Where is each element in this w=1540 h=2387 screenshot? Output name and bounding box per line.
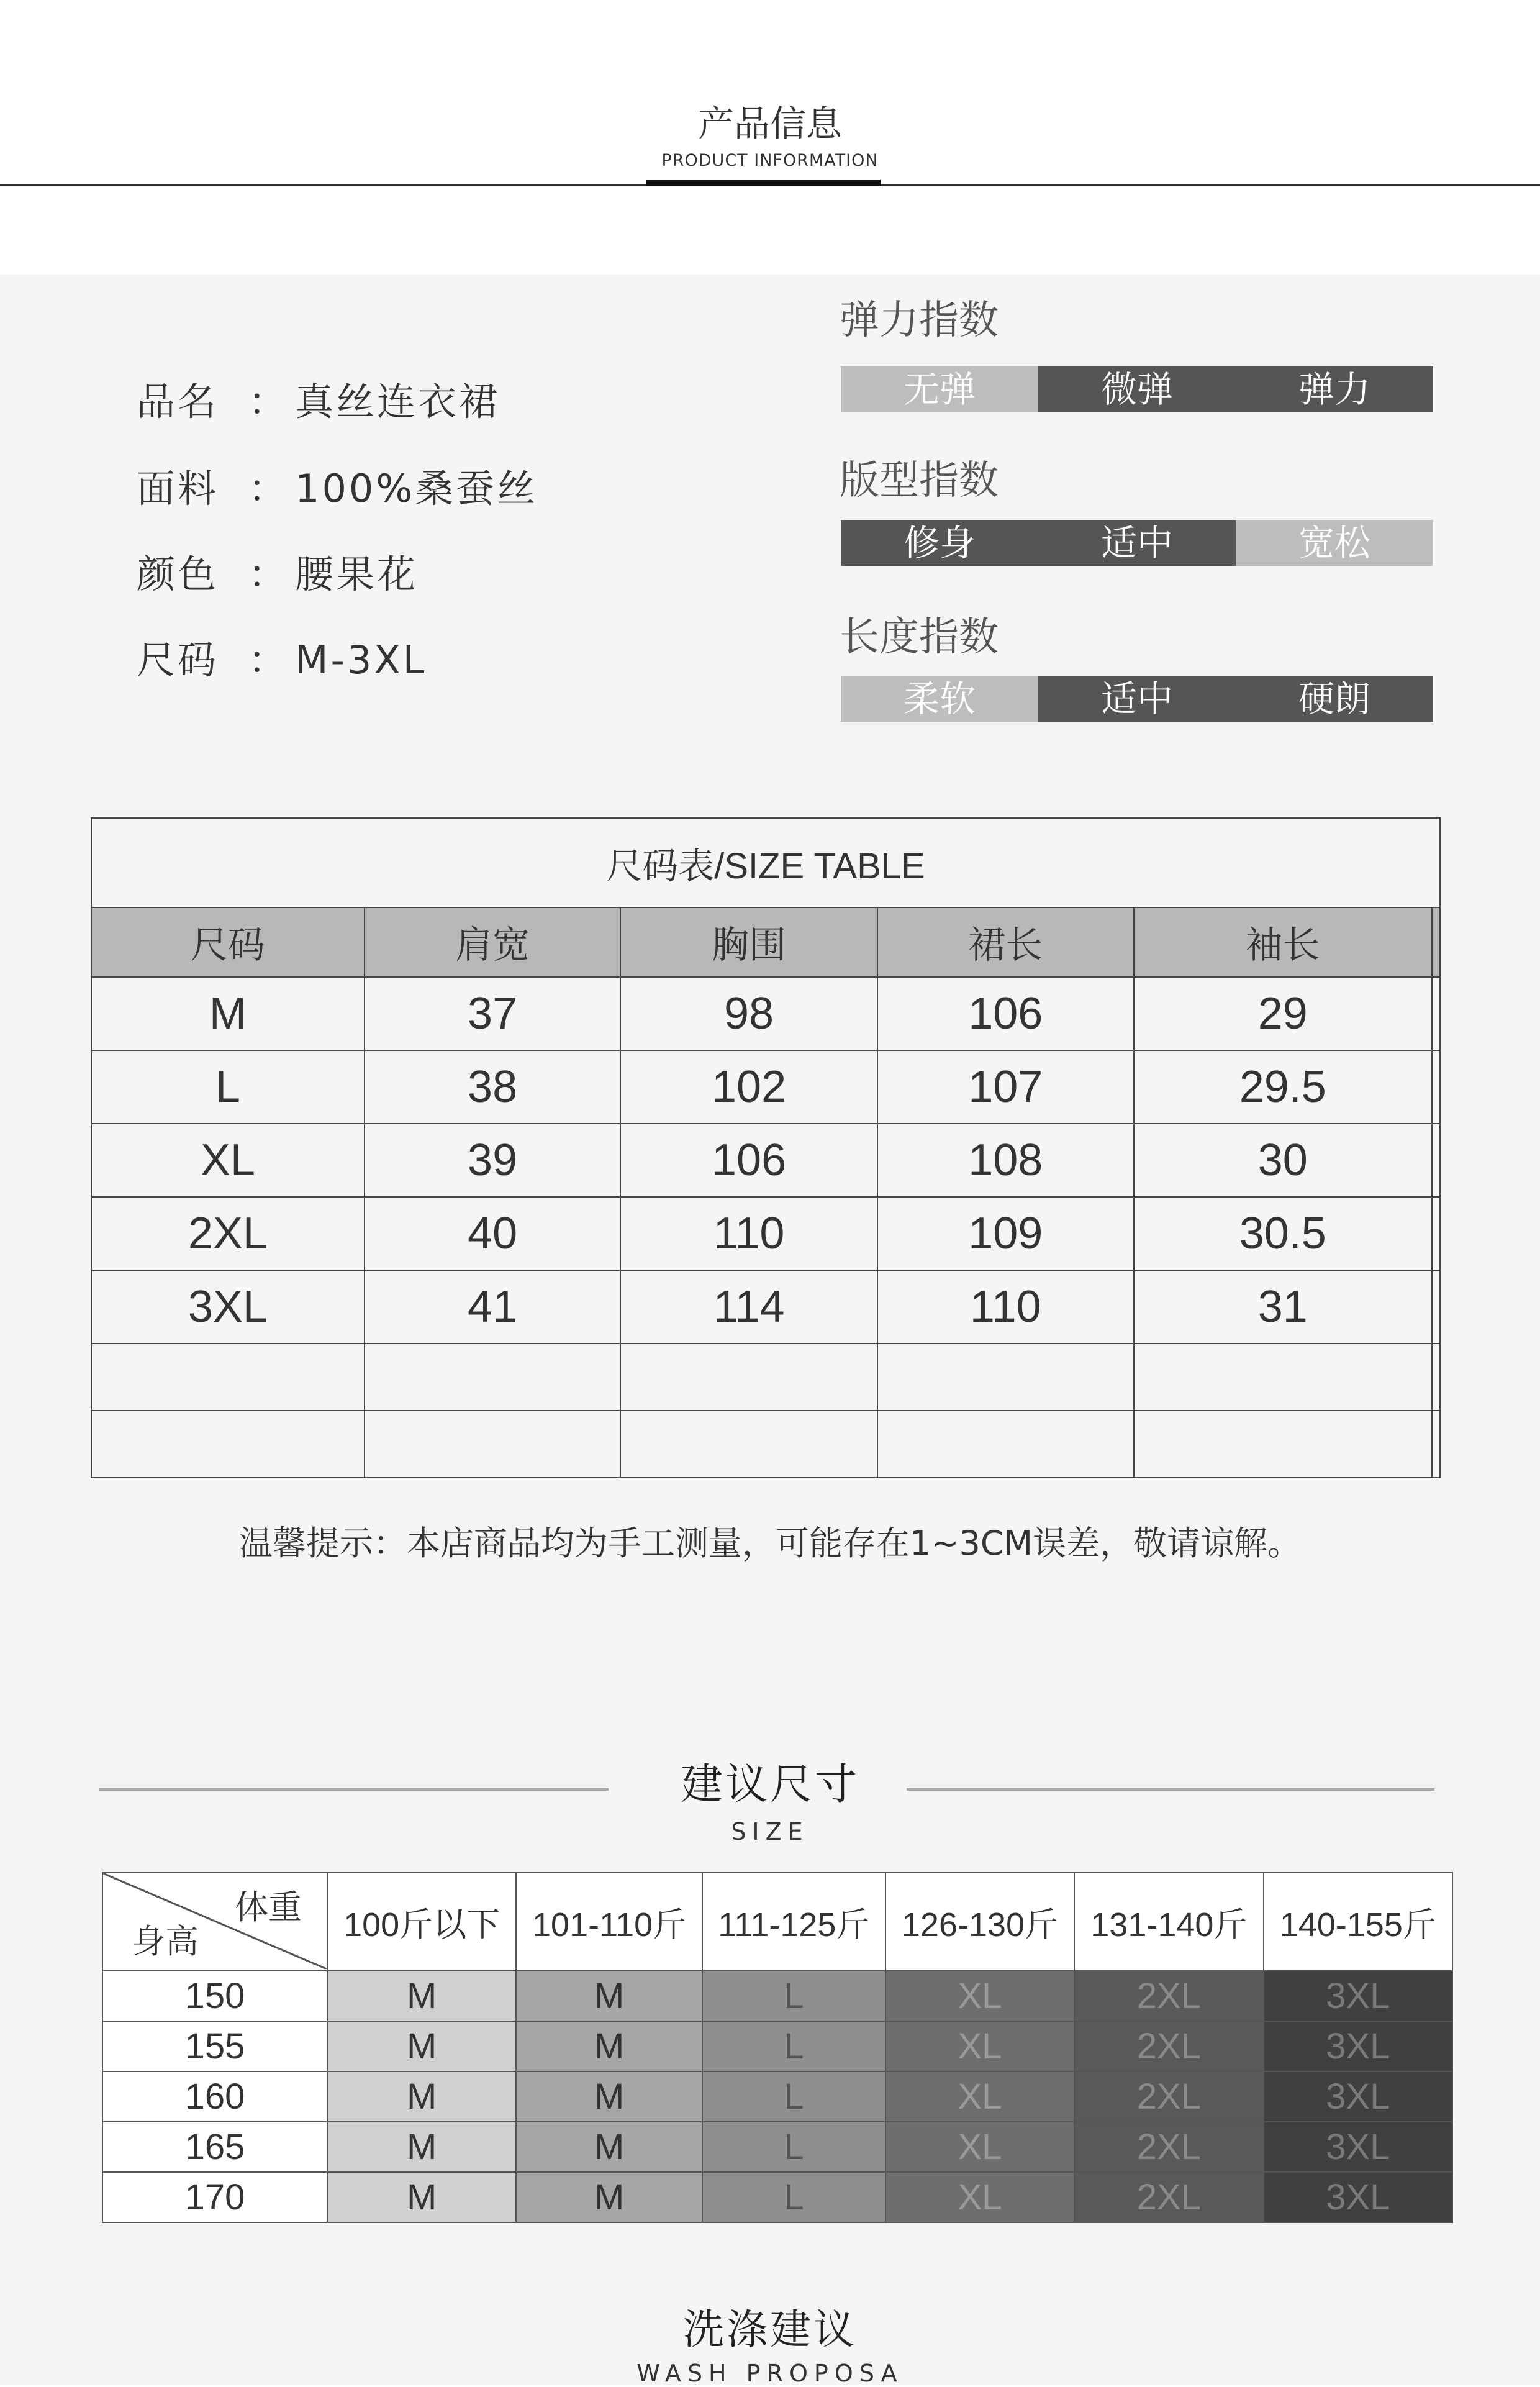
size-cell: 3XL <box>1264 2071 1452 2122</box>
size-cell: 2XL <box>1074 2122 1263 2172</box>
table-cell: 2XL <box>91 1197 365 1270</box>
size-cell: L <box>702 2172 886 2222</box>
table-cell: 41 <box>365 1270 621 1344</box>
table-cell <box>91 1344 365 1411</box>
table-row <box>91 977 1440 1050</box>
size-table-title: 尺码表/SIZE TABLE <box>91 818 1440 907</box>
info-value: 真丝连衣裙 <box>295 379 500 424</box>
section-title-product-info: 产品信息 <box>697 102 842 145</box>
table-cell: 110 <box>877 1270 1134 1344</box>
table-row <box>102 2122 1452 2172</box>
info-value: 腰果花 <box>295 552 419 597</box>
info-value: M-3XL <box>295 637 427 683</box>
table-cell: 3XL <box>91 1270 365 1344</box>
weight-header: 131-140斤 <box>1074 1873 1263 1971</box>
table-row-empty <box>91 1411 1440 1478</box>
size-cell: 3XL <box>1264 2021 1452 2071</box>
measurement-tip: 温馨提示：本店商品均为手工测量，可能存在1~3CM误差，敬请谅解。 <box>238 1524 1302 1563</box>
size-cell: M <box>327 2172 516 2222</box>
size-cell: 2XL <box>1074 2021 1263 2071</box>
table-cell: 38 <box>365 1050 621 1124</box>
index-option-selected: 适中 <box>1038 676 1236 722</box>
table-cell: 106 <box>620 1124 877 1197</box>
size-table-header-cell: 袖长 <box>1134 907 1432 977</box>
index-option: 宽松 <box>1236 520 1433 566</box>
table-cell: 108 <box>877 1124 1134 1197</box>
elasticity-index-bar <box>841 366 1433 412</box>
size-cell: L <box>702 2071 886 2122</box>
height-cell: 160 <box>102 2071 327 2122</box>
table-cell <box>620 1344 877 1411</box>
weight-header: 100斤以下 <box>327 1873 516 1971</box>
size-cell: M <box>516 2021 702 2071</box>
wash-proposal-subtitle: WASH PROPOSA <box>636 2360 904 2387</box>
table-cell <box>1432 1344 1440 1411</box>
table-cell: 102 <box>620 1050 877 1124</box>
size-cell: XL <box>886 2122 1074 2172</box>
index-option-selected: 适中 <box>1038 520 1236 566</box>
corner-weight-label: 体重 <box>235 1888 302 1927</box>
size-cell: L <box>702 2122 886 2172</box>
size-cell: M <box>327 2071 516 2122</box>
info-separator: ： <box>248 466 289 511</box>
fit-index-bar <box>841 520 1433 566</box>
info-label: 尺码 <box>137 637 219 683</box>
elasticity-index-title: 弹力指数 <box>840 298 999 343</box>
size-cell: XL <box>886 2021 1074 2071</box>
table-cell: 98 <box>620 977 877 1050</box>
size-cell: L <box>702 1971 886 2021</box>
size-cell: L <box>702 2021 886 2071</box>
size-table-header-cell: 肩宽 <box>365 907 621 977</box>
size-cell: 3XL <box>1264 2172 1452 2222</box>
suggested-size-table <box>102 1872 1453 2223</box>
weight-header: 140-155斤 <box>1264 1873 1452 1971</box>
info-product-name <box>137 379 500 424</box>
table-cell: L <box>91 1050 365 1124</box>
table-cell <box>620 1411 877 1478</box>
info-label: 颜色 <box>137 552 219 597</box>
info-value: 100%桑蚕丝 <box>295 466 538 511</box>
index-option: 无弹 <box>841 366 1038 412</box>
height-cell: 165 <box>102 2122 327 2172</box>
index-option-selected: 微弹 <box>1038 366 1236 412</box>
info-separator: ： <box>248 379 289 424</box>
length-index-bar <box>841 676 1433 722</box>
table-cell: 40 <box>365 1197 621 1270</box>
table-cell <box>365 1344 621 1411</box>
table-cell: 109 <box>877 1197 1134 1270</box>
table-cell <box>1432 1270 1440 1344</box>
header-underline-accent <box>646 180 881 186</box>
table-cell <box>365 1411 621 1478</box>
size-table-header-cell: 尺码 <box>91 907 365 977</box>
corner-cell <box>102 1873 327 1971</box>
table-cell <box>1432 1197 1440 1270</box>
wash-proposal-title: 洗涤建议 <box>683 2306 857 2353</box>
weight-header: 126-130斤 <box>886 1873 1074 1971</box>
size-cell: M <box>516 2071 702 2122</box>
table-row <box>91 1124 1440 1197</box>
table-cell: 29 <box>1134 977 1432 1050</box>
table-row <box>91 1197 1440 1270</box>
table-cell: 31 <box>1134 1270 1432 1344</box>
table-cell <box>1432 977 1440 1050</box>
size-cell: M <box>516 1971 702 2021</box>
suggested-size-header-row <box>102 1873 1452 1971</box>
size-cell: M <box>516 2172 702 2222</box>
table-row <box>91 1270 1440 1344</box>
size-cell: 2XL <box>1074 2071 1263 2122</box>
size-cell: 2XL <box>1074 2172 1263 2222</box>
index-option: 柔软 <box>841 676 1038 722</box>
table-cell <box>1432 1124 1440 1197</box>
size-cell: 2XL <box>1074 1971 1263 2021</box>
size-cell: M <box>327 2122 516 2172</box>
table-cell: 107 <box>877 1050 1134 1124</box>
size-table-header-cell: 裙长 <box>877 907 1134 977</box>
table-cell: XL <box>91 1124 365 1197</box>
table-cell: 39 <box>365 1124 621 1197</box>
section-subtitle-product-info: PRODUCT INFORMATION <box>661 151 879 170</box>
table-cell: 30 <box>1134 1124 1432 1197</box>
size-cell: 3XL <box>1264 1971 1452 2021</box>
height-cell: 170 <box>102 2172 327 2222</box>
table-cell: 110 <box>620 1197 877 1270</box>
size-cell: XL <box>886 1971 1074 2021</box>
info-separator: ： <box>248 637 289 683</box>
table-cell: 37 <box>365 977 621 1050</box>
fit-index-title: 版型指数 <box>840 458 999 504</box>
size-table-header-cell: 胸围 <box>620 907 877 977</box>
size-table <box>91 817 1441 1478</box>
info-label: 面料 <box>137 466 219 511</box>
size-cell: 3XL <box>1264 2122 1452 2172</box>
info-label: 品名 <box>137 379 219 424</box>
height-cell: 150 <box>102 1971 327 2021</box>
table-cell: 30.5 <box>1134 1197 1432 1270</box>
index-option-selected: 修身 <box>841 520 1038 566</box>
table-cell: M <box>91 977 365 1050</box>
size-cell: XL <box>886 2172 1074 2222</box>
table-cell <box>877 1344 1134 1411</box>
info-fabric <box>137 466 538 511</box>
index-option-selected: 弹力 <box>1236 366 1433 412</box>
size-cell: M <box>327 1971 516 2021</box>
table-row <box>102 2021 1452 2071</box>
table-cell <box>1432 1411 1440 1478</box>
table-row-empty <box>91 1344 1440 1411</box>
table-cell <box>91 1411 365 1478</box>
corner-height-label: 身高 <box>132 1922 199 1961</box>
size-cell: M <box>327 2021 516 2071</box>
length-index-title: 长度指数 <box>840 614 999 660</box>
suggested-size-title: 建议尺寸 <box>680 1760 859 1809</box>
info-size <box>137 637 427 683</box>
table-cell: 106 <box>877 977 1134 1050</box>
suggested-size-subtitle: SIZE <box>731 1818 809 1845</box>
size-cell: M <box>516 2122 702 2172</box>
table-cell: 114 <box>620 1270 877 1344</box>
weight-header: 101-110斤 <box>516 1873 702 1971</box>
info-color <box>137 552 419 597</box>
info-separator: ： <box>248 552 289 597</box>
weight-header: 111-125斤 <box>702 1873 886 1971</box>
table-row <box>102 2172 1452 2222</box>
table-cell: 29.5 <box>1134 1050 1432 1124</box>
table-cell <box>877 1411 1134 1478</box>
table-cell <box>1134 1344 1432 1411</box>
table-cell <box>1432 1050 1440 1124</box>
table-cell <box>1134 1411 1432 1478</box>
size-table-header-cell <box>1432 907 1440 977</box>
table-row <box>91 1050 1440 1124</box>
size-table-header-row <box>91 907 1440 977</box>
height-cell: 155 <box>102 2021 327 2071</box>
size-cell: XL <box>886 2071 1074 2122</box>
index-option-selected: 硬朗 <box>1236 676 1433 722</box>
table-row <box>102 2071 1452 2122</box>
table-row <box>102 1971 1452 2021</box>
